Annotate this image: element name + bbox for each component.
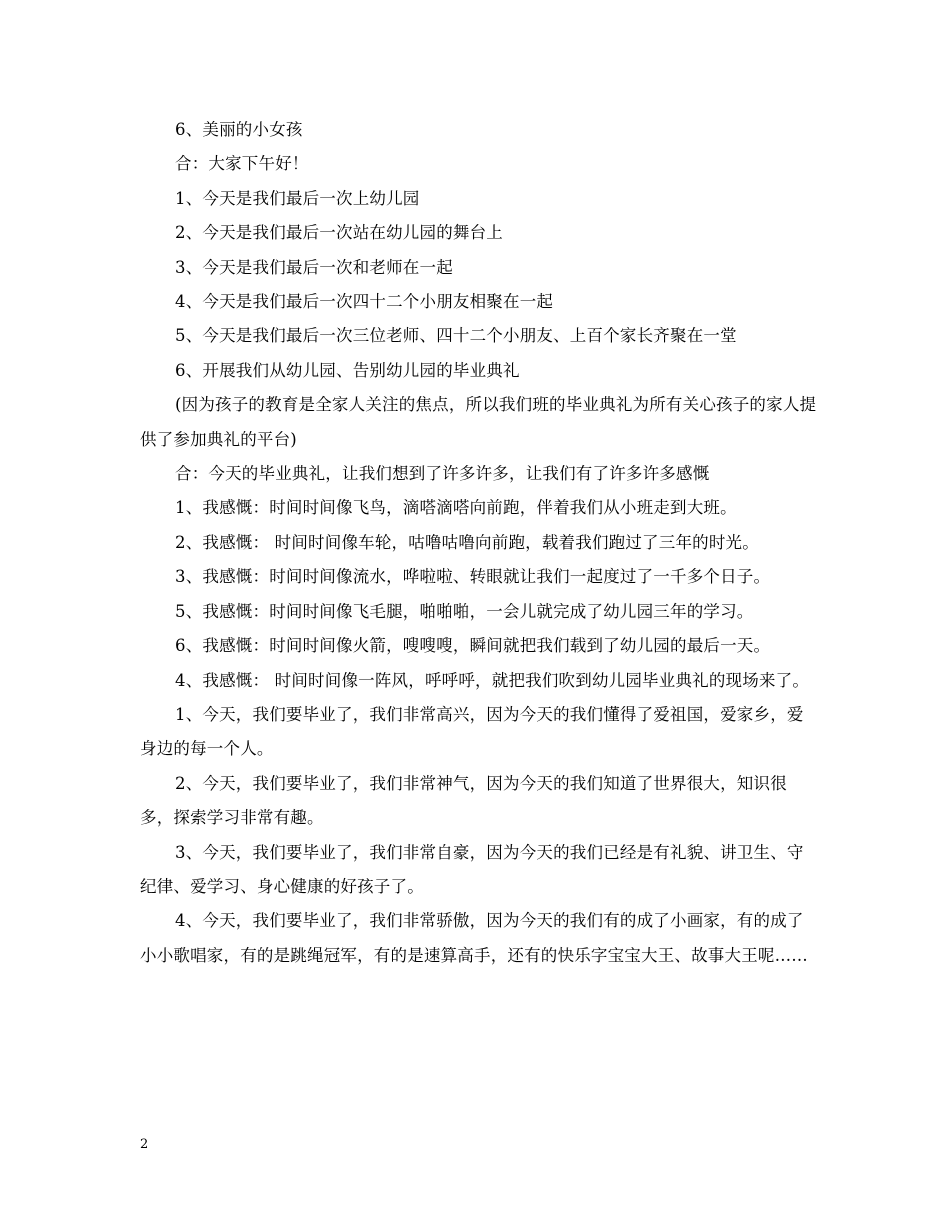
- paragraph: 3、今天是我们最后一次和老师在一起: [175, 257, 453, 277]
- paragraph: 4、今天是我们最后一次四十二个小朋友相聚在一起: [175, 292, 554, 312]
- document-body: [140, 113, 820, 973]
- paragraph: 合：今天的毕业典礼，让我们想到了许多许多，让我们有了许多许多感慨: [175, 464, 710, 484]
- paragraph: 6、美丽的小女孩: [175, 120, 303, 139]
- paragraph: 2、今天，我们要毕业了，我们非常神气，因为今天的我们知道了世界很大，知识很多，探索学习非常有趣。: [140, 773, 787, 828]
- paragraph: 2、今天是我们最后一次站在幼儿园的舞台上: [175, 223, 503, 243]
- paragraph: 合：大家下午好！: [175, 154, 309, 174]
- paragraph: 6、我感慨：时间时间像火箭，嗖嗖嗖，瞬间就把我们载到了幼儿园的最后一天。: [175, 636, 771, 656]
- paragraph: 1、今天是我们最后一次上幼儿园: [175, 188, 420, 208]
- paragraph: 5、我感慨：时间时间像飞毛腿，啪啪啪，一会儿就完成了幼儿园三年的学习。: [175, 601, 754, 621]
- page-number: 2: [140, 1137, 149, 1152]
- paragraph: 4、今天，我们要毕业了，我们非常骄傲，因为今天的我们有的成了小画家，有的成了小小歌唱家，有的是跳绳冠军，有的是速算高手，还有的快乐字宝宝大王、故事大王呢……: [140, 911, 808, 965]
- paragraph: 4、我感慨： 时间时间像一阵风，呼呼呼，就把我们吹到幼儿园毕业典礼的现场来了。: [175, 670, 810, 690]
- paragraph: 3、今天，我们要毕业了，我们非常自豪，因为今天的我们已经是有礼貌、讲卫生、守纪律、爱学习、身心健康的好孩子了。: [140, 842, 804, 896]
- paragraph: 1、我感慨：时间时间像飞鸟，滴嗒滴嗒向前跑，伴着我们从小班走到大班。: [175, 498, 737, 518]
- paragraph: 3、我感慨：时间时间像流水，哗啦啦、转眼就让我们一起度过了一千多个日子。: [175, 567, 771, 587]
- paragraph: (因为孩子的教育是全家人关注的焦点，所以我们班的毕业典礼为所有关心孩子的家人提供了参加典礼的平台): [140, 395, 817, 449]
- paragraph: 2、我感慨： 时间时间像车轮，咕噜咕噜向前跑，载着我们跑过了三年的时光。: [175, 532, 759, 552]
- paragraph: 1、今天，我们要毕业了，我们非常高兴，因为今天的我们懂得了爱祖国，爱家乡，爱身边的每一个人。: [140, 704, 804, 759]
- paragraph: 6、开展我们从幼儿园、告别幼儿园的毕业典礼: [175, 360, 520, 380]
- paragraph: 5、今天是我们最后一次三位老师、四十二个小朋友、上百个家长齐聚在一堂: [175, 326, 737, 346]
